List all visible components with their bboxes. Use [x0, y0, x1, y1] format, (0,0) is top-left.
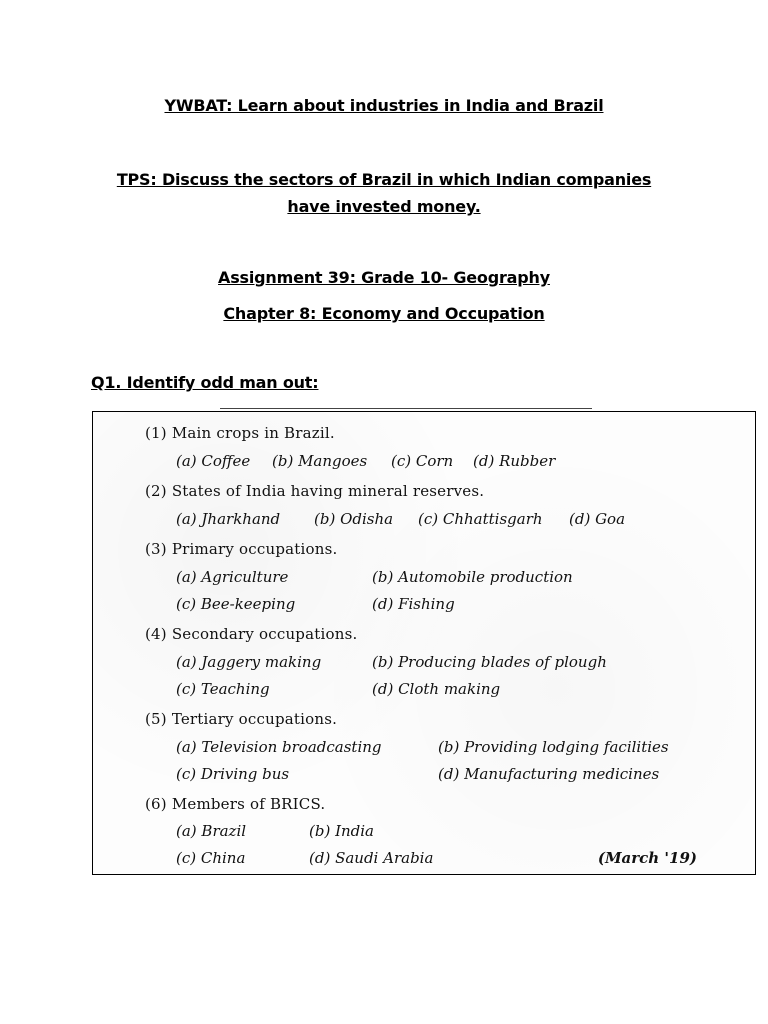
question-title: Q1. Identify odd man out:: [91, 373, 319, 392]
item-5-option-c: (c) Driving bus: [176, 765, 290, 783]
item-1-option-b: (b) Mangoes: [272, 452, 368, 470]
item-5-option-a: (a) Television broadcasting: [176, 738, 382, 756]
item-4-option-d: (d) Cloth making: [372, 680, 501, 698]
item-4-label: (4) Secondary occupations.: [145, 625, 358, 643]
item-1-option-c: (c) Corn: [391, 452, 454, 470]
item-2-option-b: (b) Odisha: [314, 510, 394, 528]
item-1-option-d: (d) Rubber: [473, 452, 556, 470]
item-4-option-b: (b) Producing blades of plough: [372, 653, 607, 671]
chapter-heading: Chapter 8: Economy and Occupation: [223, 304, 545, 323]
item-6-option-c: (c) China: [176, 849, 246, 867]
item-2-option-d: (d) Goa: [569, 510, 626, 528]
assignment-heading: Assignment 39: Grade 10- Geography: [218, 268, 550, 287]
item-3-option-d: (d) Fishing: [372, 595, 455, 613]
scanned-question-image: [92, 411, 756, 875]
item-6-option-d: (d) Saudi Arabia: [309, 849, 434, 867]
item-2-option-a: (a) Jharkhand: [176, 510, 281, 528]
item-6-option-b: (b) India: [309, 822, 375, 840]
item-2-label: (2) States of India having mineral reserves.: [145, 482, 485, 500]
item-6-label: (6) Members of BRICS.: [145, 795, 326, 813]
source-note: (March '19): [597, 849, 697, 867]
item-3-label: (3) Primary occupations.: [145, 540, 338, 558]
item-3-option-c: (c) Bee-keeping: [176, 595, 296, 613]
ywbat-heading: YWBAT: Learn about industries in India and Brazil: [164, 96, 604, 115]
item-5-option-d: (d) Manufacturing medicines: [438, 765, 660, 783]
item-6-option-a: (a) Brazil: [176, 822, 247, 840]
scan-top-rule: [220, 408, 592, 409]
item-2-option-c: (c) Chhattisgarh: [418, 510, 543, 528]
item-5-option-b: (b) Providing lodging facilities: [438, 738, 669, 756]
tps-heading: TPS: Discuss the sectors of Brazil in which Indian companies have invested money.: [116, 170, 652, 216]
item-3-option-a: (a) Agriculture: [176, 568, 289, 586]
item-4-option-c: (c) Teaching: [176, 680, 270, 698]
item-4-option-a: (a) Jaggery making: [176, 653, 322, 671]
item-1-label: (1) Main crops in Brazil.: [145, 424, 335, 442]
item-1-option-a: (a) Coffee: [176, 452, 251, 470]
item-3-option-b: (b) Automobile production: [372, 568, 573, 586]
item-5-label: (5) Tertiary occupations.: [145, 710, 338, 728]
